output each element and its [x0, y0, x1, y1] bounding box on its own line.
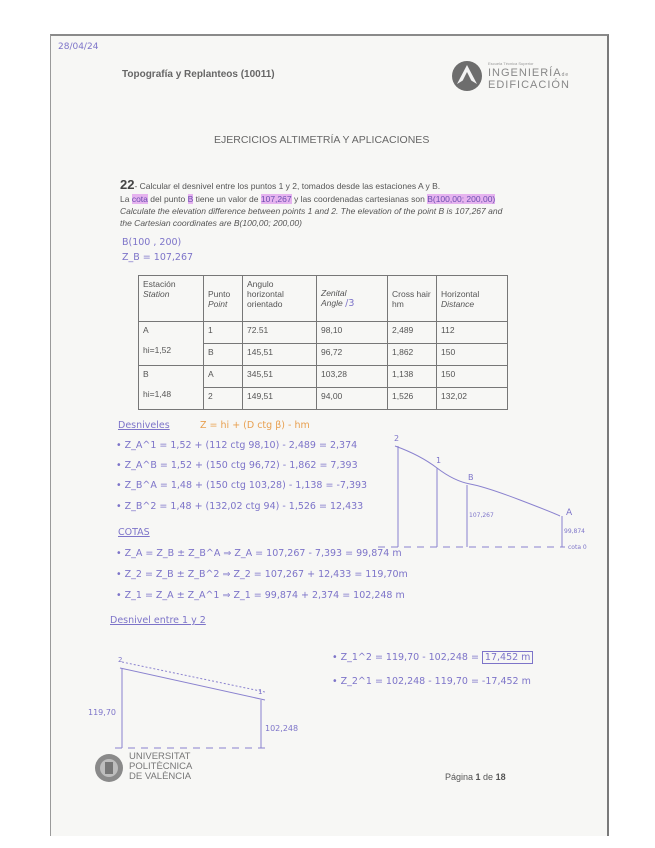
formula: Z = hi + (D ctg β) - hm	[200, 420, 310, 431]
note-zb: Z_B = 107,267	[122, 252, 194, 263]
table-row: B hi=1,48 A 345,51 103,28 1,138 150	[139, 366, 508, 388]
page-title: EJERCICIOS ALTIMETRÍA Y APLICACIONES	[214, 134, 430, 146]
university-seal-icon	[94, 753, 124, 783]
note-coords: B(100 , 200)	[122, 237, 182, 248]
terrain-line-2	[120, 668, 265, 700]
boxed-result: 17,452 m	[482, 651, 534, 664]
date-stamp: 28/04/24	[58, 42, 99, 52]
table-header-row: Estación Station Punto Point Angulo horizontal orientado Zenital Angle /3 Cross hair hm Horizontal Distance	[139, 276, 508, 322]
terrain-line	[395, 446, 560, 516]
table-row: 2 149,51 94,00 1,526 132,02	[139, 388, 508, 410]
page-number: Página 1 de 18	[445, 772, 506, 782]
table-row: A hi=1,52 1 72.51 98,10 2,489 112	[139, 322, 508, 344]
beta-mark: /3	[345, 298, 355, 309]
course-title: Topografía y Replanteos (10011)	[122, 69, 275, 80]
table-row: B 145,51 96,72 1,862 150	[139, 344, 508, 366]
